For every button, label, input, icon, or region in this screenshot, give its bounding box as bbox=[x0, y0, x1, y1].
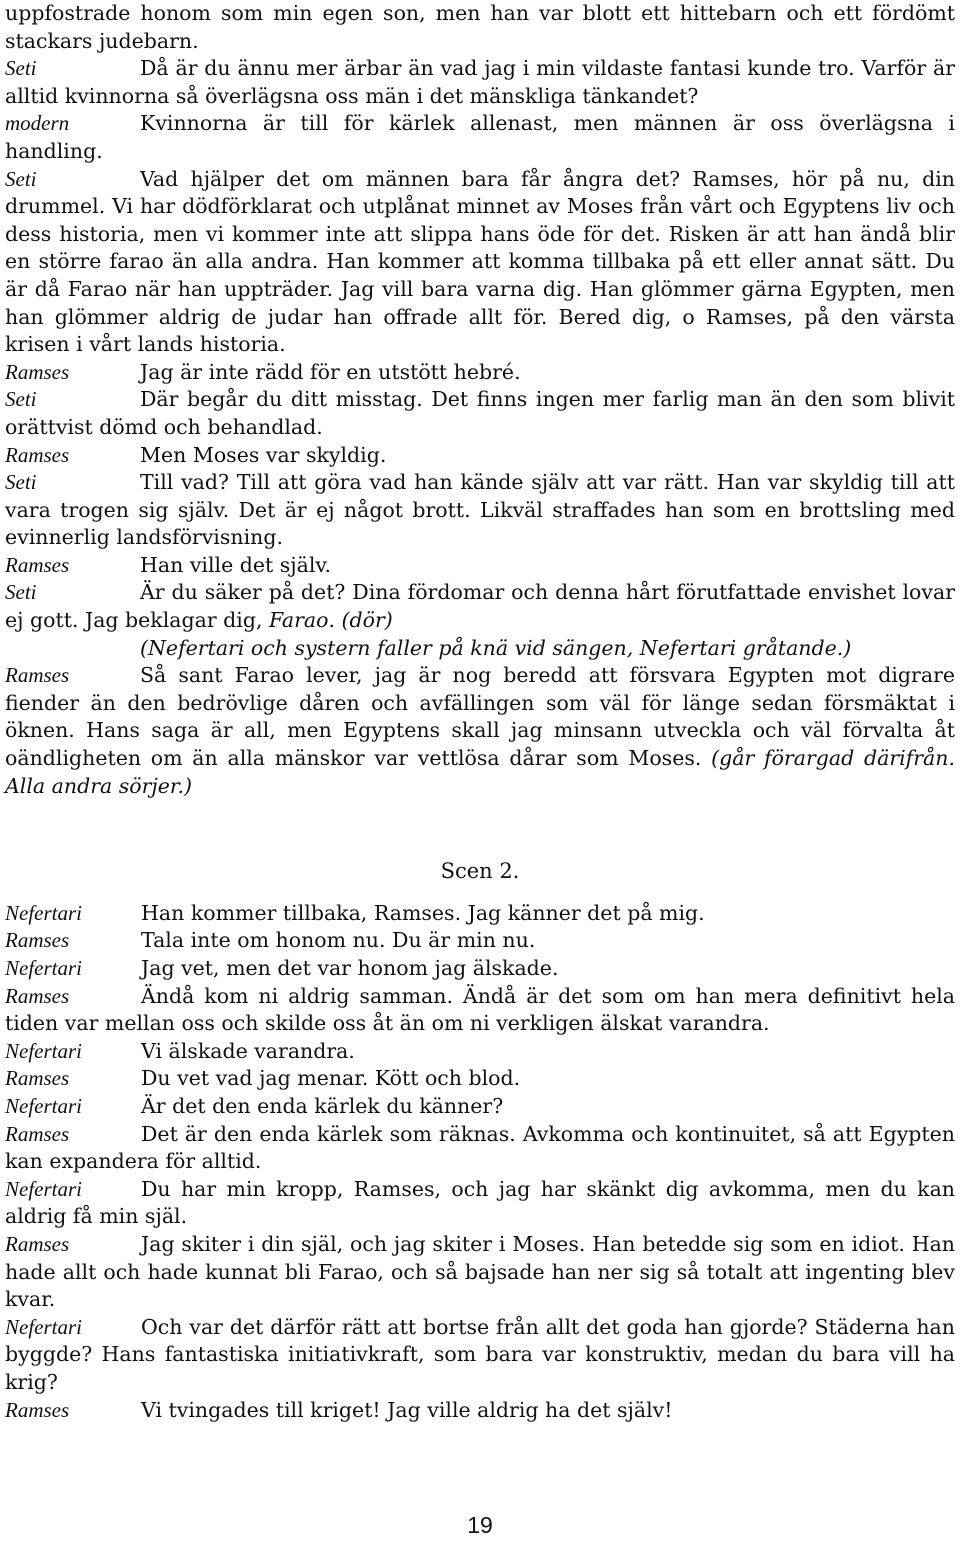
speech-line bbox=[5, 1065, 955, 1093]
speech-line bbox=[5, 1397, 955, 1425]
italic-word: Farao bbox=[269, 608, 329, 633]
speaker-name: Seti bbox=[5, 580, 37, 605]
speech-line bbox=[5, 1231, 955, 1314]
scene-2-dialogue bbox=[5, 900, 955, 1424]
speech-text: Vad hjälper det om männen bara får ångra det? Ramses, hör på nu, din drummel. Vi har dödförklarat och utplånat minnet av Moses från vårt och Egyptens liv och dess historia, men vi kommer inte att slippa hans öde för det. Risken är att han ändå blir en större farao än alla andra. Han kommer att komma tillbaka på ett eller annat sätt. Du är då Farao när han uppträder. Jag vill bara varna dig. Han glömmer gärna Egypten, men han glömmer aldrig de judar han offrade allt för. Bered dig, o Ramses, på den värsta krisen i vårt lands historia. bbox=[5, 166, 955, 357]
speaker-name: Ramses bbox=[5, 928, 70, 953]
speaker-name: Nefertari bbox=[5, 900, 82, 925]
speech-line bbox=[5, 1121, 955, 1176]
speech-text-end: . bbox=[328, 608, 335, 633]
speaker-name: Seti bbox=[5, 56, 37, 81]
speech-line bbox=[5, 110, 955, 165]
speech-line bbox=[5, 955, 955, 983]
speech-text: Du vet vad jag menar. Kött och blod. bbox=[141, 1066, 521, 1091]
speech-text: Är du säker på det? Dina fördomar och denna hårt förutfattade envishet lovar ej gott. Jag beklagar dig, bbox=[5, 580, 955, 633]
speaker-name: Ramses bbox=[5, 552, 70, 577]
speech-line bbox=[5, 386, 955, 441]
speech-line bbox=[5, 442, 955, 470]
speech-text: Det är den enda kärlek som räknas. Avkomma och kontinuitet, så att Egypten kan expandera för alltid. bbox=[5, 1121, 955, 1174]
speech-line bbox=[5, 469, 955, 552]
speech-line bbox=[5, 1038, 955, 1066]
speech-text: Där begår du ditt misstag. Det finns ingen mer farlig man än den som blivit orättvist dömd och behandlad. bbox=[5, 387, 955, 439]
speaker-name: Seti bbox=[5, 470, 37, 495]
speaker-name: Ramses bbox=[5, 359, 70, 384]
speech-line bbox=[5, 1093, 955, 1121]
speaker-name: Ramses bbox=[5, 442, 70, 467]
speech-line bbox=[5, 983, 955, 1038]
speech-text: Ändå kom ni aldrig samman. Ändå är det som om han mera definitivt hela tiden var mellan oss och skilde oss åt än om ni verkligen älskat varandra. bbox=[5, 983, 955, 1036]
speech-text: Jag vet, men det var honom jag älskade. bbox=[141, 956, 559, 980]
speech-line bbox=[5, 359, 955, 387]
speech-line bbox=[5, 662, 955, 800]
speaker-name: Seti bbox=[5, 387, 37, 412]
speech-text: Tala inte om honom nu. Du är min nu. bbox=[141, 928, 536, 953]
speech-line bbox=[5, 927, 955, 955]
speech-text: Är det den enda kärlek du känner? bbox=[141, 1093, 504, 1118]
speech-text: Till vad? Till att göra vad han kände själv att var rätt. Han var skyldig till att vara trogen sig själv. Det är ej något brott. Likväl straffades han som en brottsling med evinnerlig landsförvisning. bbox=[5, 470, 955, 550]
speaker-name: modern bbox=[5, 111, 70, 136]
speaker-name: Nefertari bbox=[5, 1314, 82, 1339]
manuscript-page bbox=[5, 0, 955, 1424]
speech-text: Du har min kropp, Ramses, och jag har skänkt dig avkomma, men du kan aldrig få min själ. bbox=[5, 1176, 955, 1229]
speech-text: Men Moses var skyldig. bbox=[140, 442, 387, 467]
speech-text: Jag är inte rädd för en utstött hebré. bbox=[140, 359, 521, 384]
speaker-name: Ramses bbox=[5, 1397, 70, 1422]
speaker-name: Nefertari bbox=[5, 1176, 82, 1201]
speaker-name: Ramses bbox=[5, 1066, 70, 1091]
speech-line bbox=[5, 1314, 955, 1397]
speaker-name: Nefertari bbox=[5, 956, 82, 980]
speech-line bbox=[5, 900, 955, 928]
speaker-name: Ramses bbox=[5, 1121, 70, 1146]
speech-text: Kvinnorna är till för kärlek allenast, men männen är oss överlägsna i handling. bbox=[5, 111, 955, 163]
speech-text: Jag skiter i din själ, och jag skiter i Moses. Han betedde sig som en idiot. Han hade allt och hade kunnat bli Farao, och så bajsade han ner sig så totalt att ingenting blev kvar. bbox=[5, 1231, 955, 1312]
speaker-name: Nefertari bbox=[5, 1038, 82, 1063]
page-number: 19 bbox=[467, 1512, 493, 1538]
speech-text: Då är du ännu mer ärbar än vad jag i min vildaste fantasi kunde tro. Varför är alltid kvinnorna så överlägsna oss män i det mänskliga tänkandet? bbox=[5, 56, 955, 108]
speaker-name: Ramses bbox=[5, 983, 70, 1008]
speech-text: Vi tvingades till kriget! Jag ville aldrig ha det själv! bbox=[141, 1397, 673, 1422]
speech-line bbox=[5, 166, 955, 359]
speaker-name: Ramses bbox=[5, 663, 70, 688]
scene-1-dialogue bbox=[5, 55, 955, 800]
speech-text: Han ville det själv. bbox=[140, 552, 332, 577]
speaker-name: Nefertari bbox=[5, 1093, 82, 1118]
speech-text: Så sant Farao lever, jag är nog beredd att försvara Egypten mot digrare fiender än den bedrövlige dåren och avfällingen som väl för länge sedan försmäktat i öknen. Hans saga är all, men Egyptens skall jag minsann utveckla och väl förvalta åt oändligheten om än alla mänskor var vettlösa dårar som Moses. bbox=[5, 663, 955, 771]
continuation-paragraph: uppfostrade honom som min egen son, men han var blott ett hittebarn och ett fördömt stackars judebarn. bbox=[5, 1, 955, 53]
inline-stage-direction: (dör) bbox=[341, 608, 393, 633]
speech-text: Vi älskade varandra. bbox=[141, 1038, 355, 1063]
speech-line bbox=[5, 55, 955, 110]
speech-line bbox=[5, 552, 955, 580]
stage-direction: (Nefertari och systern faller på knä vid sängen, Nefertari gråtande.) bbox=[140, 635, 852, 660]
speaker-name: Seti bbox=[5, 166, 37, 191]
speech-text: Han kommer tillbaka, Ramses. Jag känner det på mig. bbox=[141, 900, 705, 925]
speech-text: Och var det därför rätt att bortse från allt det goda han gjorde? Städerna han byggde? Hans fantastiska initiativkraft, som bara var konstruktiv, medan du bara vill ha krig? bbox=[5, 1314, 955, 1394]
scene-title: Scen 2. bbox=[440, 859, 520, 884]
speaker-name: Ramses bbox=[5, 1231, 70, 1256]
speech-line bbox=[5, 579, 955, 634]
inline-stage-direction: (går förargad därifrån. Alla andra sörjer.) bbox=[5, 746, 956, 798]
speech-line bbox=[5, 1176, 955, 1231]
